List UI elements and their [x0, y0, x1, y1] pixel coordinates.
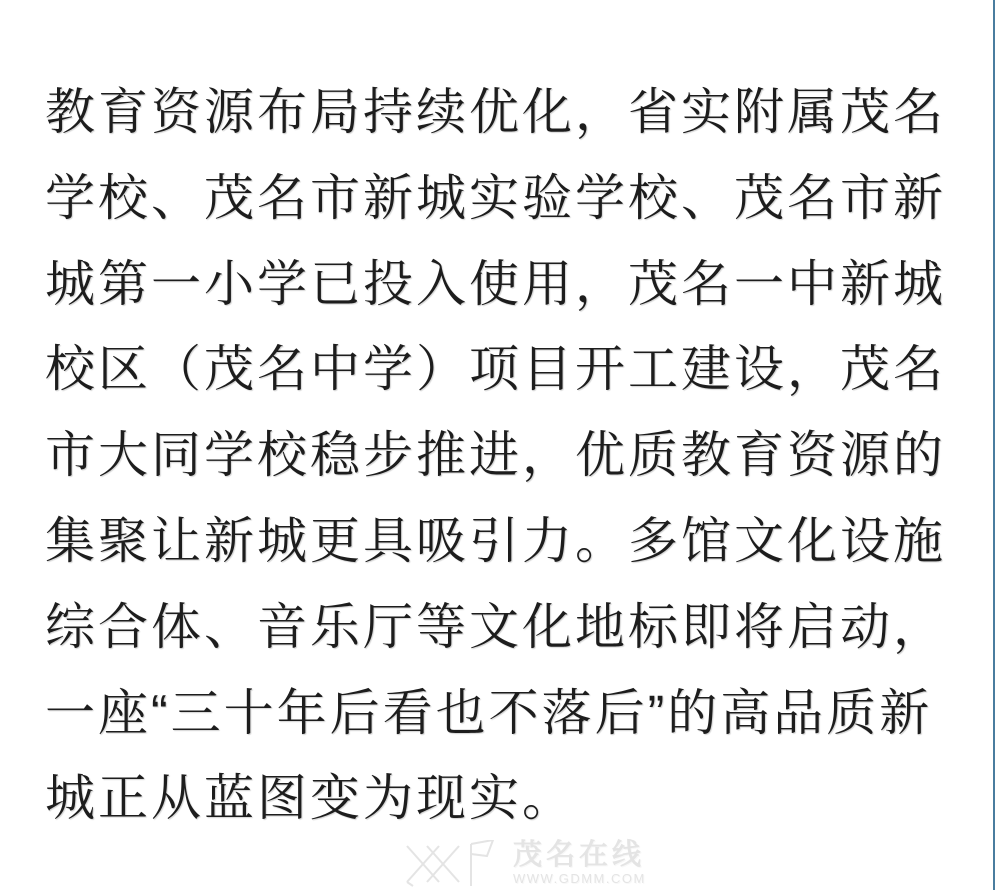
article-line: 校区（茂名中学）项目开工建设，茂名: [45, 341, 946, 398]
gdmm-logo-icon: [405, 840, 501, 888]
watermark-site-name: 茂名在线: [513, 839, 646, 871]
article-line: 集聚让新城更具吸引力。多馆文化设施: [45, 512, 946, 569]
article-text: [45, 70, 960, 842]
article-line: 城正从蓝图变为现实。: [45, 770, 575, 827]
article-line: 市大同学校稳步推进，优质教育资源的: [45, 427, 946, 484]
watermark-site-url: WWW.GDMM.COM: [513, 871, 646, 886]
article-line: 城第一小学已投入使用，茂名一中新城: [45, 255, 946, 312]
watermark-texts: [513, 840, 646, 887]
watermark: [405, 840, 646, 888]
article-line: 一座“三十年后看也不落后”的高品质新: [45, 684, 933, 741]
article-line: 学校、茂名市新城实验学校、茂名市新: [45, 169, 946, 226]
right-border-line: [993, 0, 995, 890]
article-line: 教育资源布局持续优化，省实附属茂名: [45, 84, 946, 140]
article-line: 综合体、音乐厅等文化地标即将启动，: [45, 598, 946, 655]
